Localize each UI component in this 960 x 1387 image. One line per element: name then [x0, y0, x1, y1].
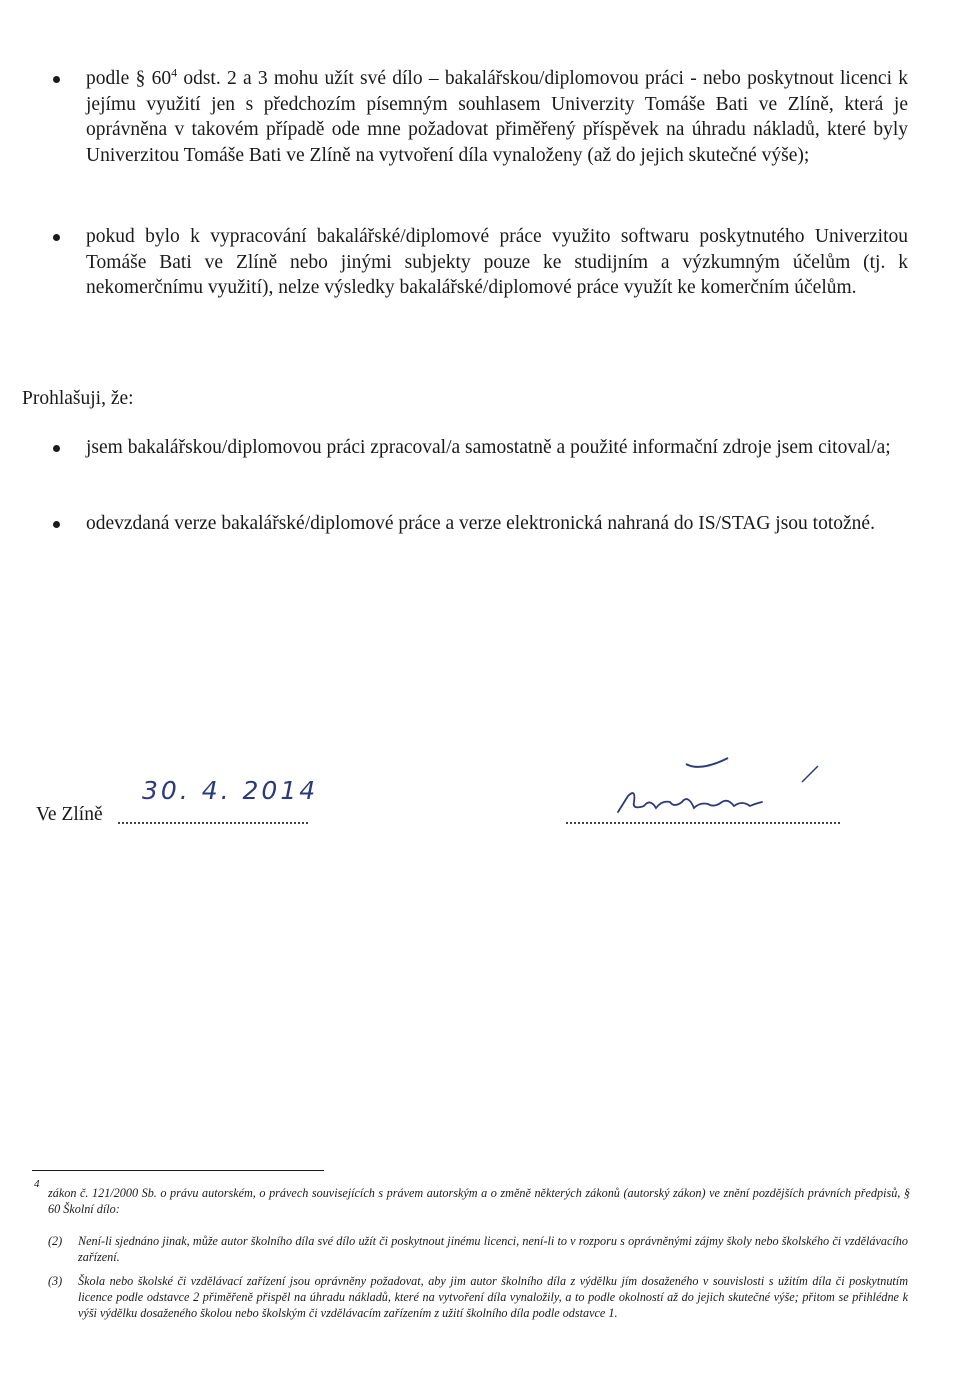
bullet-text: pokud bylo k vypracování bakalářské/diplomové práce využito softwaru poskytnutého Univerzitou Tomáše Bati ve Zlíně nebo jinými subjekty pouze ke studijním a výzkumným účelům (tj. k nekomerčnímu využití), nelze výsledky bakalářské/diplomové práce využít ke komerčním účelům. [86, 226, 908, 298]
signature-image [604, 752, 824, 822]
place-label: Ve Zlíně [36, 804, 103, 825]
footnote-paragraph-text: Škola nebo školské či vzdělávací zařízení jsou oprávněny požadovat, aby jim autor školního díla z výdělku jím dosaženého v souvislosti s užitím díla či poskytnutím licence podle odstavce 2 přiměřeně přispěl na úhradu nákladů, které na vytvoření díla vynaložily, a to podle okolností až do jejich skutečné výše; přitom se přihlédne k výši výdělku dosaženého školou nebo školským či vzdělávacím zařízením z užití školního díla podle odstavce 1. [78, 1274, 908, 1320]
bullet-item-license [48, 66, 908, 168]
bullet-dot [53, 234, 60, 241]
bullet-text: odevzdaná verze bakalářské/diplomové práce a verze elektronická nahraná do IS/STAG jsou totožné. [86, 513, 875, 534]
footnote-marker: 4 [34, 1178, 40, 1190]
footnote-paragraph-text: Není-li sjednáno jinak, může autor školního díla své dílo užít či poskytnout jinému licenci, není-li to v rozporu s oprávněnými zájmy školy nebo školského či vzdělávacího zařízení. [78, 1234, 908, 1264]
bullet-text: jsem bakalářskou/diplomovou práci zpracoval/a samostatně a použité informační zdroje jsem citoval/a; [86, 437, 891, 458]
handwritten-date: 30. 4. 2014 [142, 776, 319, 805]
declaration-item-identical [48, 511, 908, 537]
footnote-paragraph-number: (2) [48, 1234, 63, 1248]
bullet-dot [53, 76, 60, 83]
date-dotted-line [118, 822, 308, 824]
footnote-separator [32, 1170, 324, 1171]
bullet-dot [53, 521, 60, 528]
bullet-dot [53, 445, 60, 452]
footnote-law-reference: zákon č. 121/2000 Sb. o právu autorském, o právech souvisejících s právem autorským a o změně některých zákonů (autorský zákon) ve znění pozdějších právních předpisů, § 60 Školní dílo: [48, 1186, 910, 1216]
declaration-heading: Prohlašuji, že: [22, 388, 134, 409]
bullet-item-software [48, 224, 908, 301]
footnote-paragraph-number: (3) [48, 1274, 63, 1288]
footnote-reference: 4 [171, 65, 178, 80]
signature-dotted-line [566, 822, 840, 824]
bullet-text: podle § $60^4$ odst. 2 a 3 mohu užít své dílo – bakalářskou/diplomovou práci - nebo poskytnout licenci k jejímu využití jen s předchozím písemným souhlasem Univerzity Tomáše Bati ve Zlíně, která je oprávněna v takovém případě ode mne požadovat přiměřený příspěvek na úhradu nákladů, které byly Univerzitou Tomáše Bati ve Zlíně na vytvoření díla vynaloženy (až do jejich skutečné výše); [86, 65, 908, 166]
declaration-item-independent [48, 435, 908, 461]
